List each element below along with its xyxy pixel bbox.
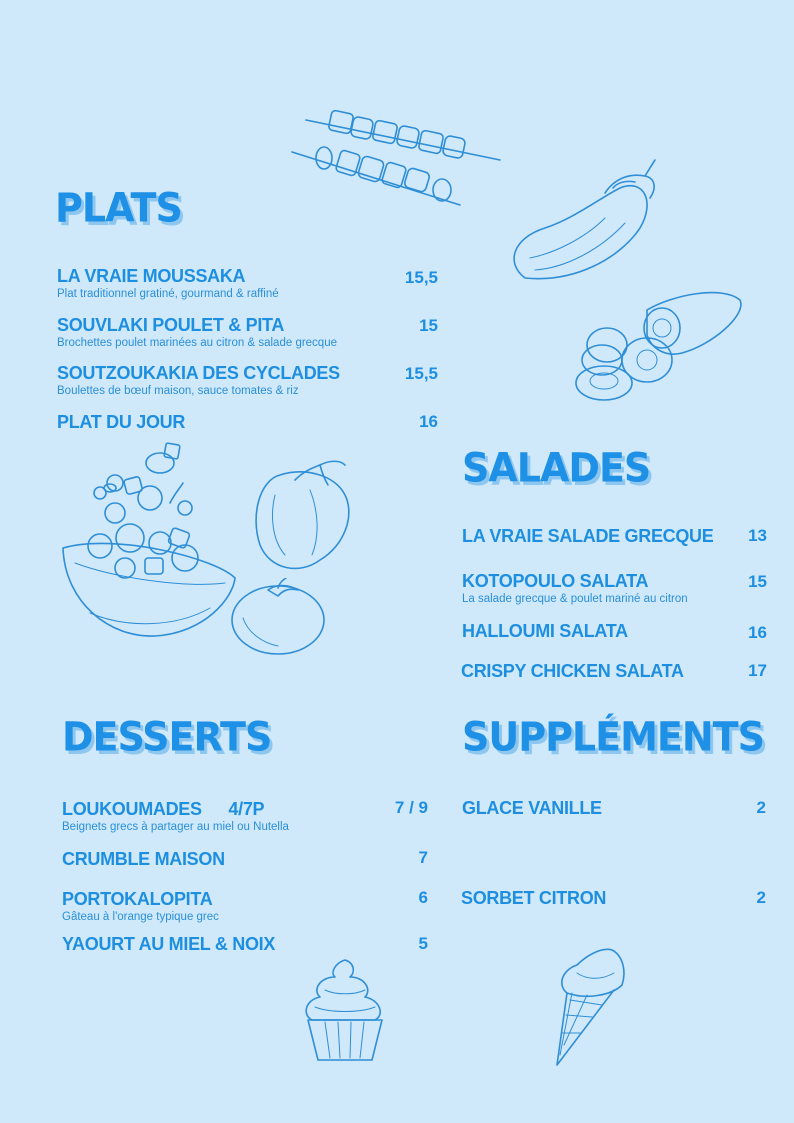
item-name: SORBET CITRON: [461, 888, 607, 908]
menu-item: [57, 363, 340, 397]
salades-title: SALADES: [462, 444, 651, 492]
item-description: Beignets grecs à partager au miel ou Nutella: [62, 821, 289, 833]
item-name: GLACE VANILLE: [462, 798, 602, 818]
menu-item: [462, 621, 628, 642]
menu-item: [462, 571, 688, 605]
item-name-text: LOUKOUMADES: [62, 799, 202, 819]
plats-title: PLATS: [55, 184, 182, 232]
item-name: [62, 799, 289, 820]
item-name: LA VRAIE MOUSSAKA: [57, 266, 246, 286]
item-name: SOUVLAKI POULET & PITA: [57, 315, 285, 335]
menu-item: [461, 661, 684, 682]
item-price: 2: [756, 888, 766, 907]
item-price: 17: [748, 661, 767, 680]
eggplant-illustration: [505, 158, 665, 293]
tomato-illustration: [228, 578, 348, 658]
desserts-title: DESSERTS: [62, 713, 272, 761]
menu-item: [62, 799, 289, 833]
item-price: 13: [748, 526, 767, 545]
item-description: Boulettes de bœuf maison, sauce tomates & riz: [57, 385, 299, 397]
menu-item: [57, 266, 279, 300]
item-price: 7 / 9: [394, 798, 428, 817]
item-price: 16: [748, 623, 767, 642]
supplements-title: SUPPLÉMENTS: [462, 713, 764, 761]
item-name: LA VRAIE SALADE GRECQUE: [462, 526, 714, 546]
item-price: 15: [748, 572, 767, 591]
item-price: 6: [418, 888, 428, 907]
item-name: HALLOUMI SALATA: [462, 621, 628, 641]
ice-cream-cone-illustration: [552, 945, 632, 1070]
item-name: CRUMBLE MAISON: [62, 849, 225, 869]
menu-item: [62, 934, 275, 955]
item-name: YAOURT AU MIEL & NOIX: [62, 934, 276, 954]
item-price: 2: [756, 798, 766, 817]
item-name: KOTOPOULO SALATA: [462, 571, 649, 591]
pepper-illustration: [250, 455, 360, 575]
menu-item: [57, 412, 185, 433]
item-price: 7: [418, 848, 428, 867]
item-name: PORTOKALOPITA: [62, 889, 213, 909]
item-description: Brochettes poulet marinées au citron & salade grecque: [57, 337, 337, 349]
item-price: 15,5: [404, 364, 438, 383]
portion-label: 4/7P: [228, 799, 265, 819]
item-price: 15: [419, 316, 438, 335]
menu-item: [57, 315, 337, 349]
item-price: 15,5: [404, 268, 438, 287]
item-description: La salade grecque & poulet mariné au citron: [462, 593, 688, 605]
item-price: 16: [419, 412, 438, 431]
salad-bowl-illustration: [55, 438, 245, 648]
menu-item: [62, 849, 225, 870]
item-name: CRISPY CHICKEN SALATA: [461, 661, 684, 681]
item-name: PLAT DU JOUR: [57, 412, 186, 432]
menu-item: [462, 526, 713, 547]
menu-item: [462, 798, 602, 819]
cupcake-illustration: [300, 955, 390, 1067]
menu-item: [461, 888, 606, 909]
item-price: 5: [418, 934, 428, 953]
skewers-illustration: [290, 100, 505, 215]
item-description: Plat traditionnel gratiné, gourmand & raffiné: [57, 288, 279, 300]
item-name: SOUTZOUKAKIA DES CYCLADES: [57, 363, 340, 383]
menu-item: [62, 889, 219, 923]
item-description: Gâteau à l'orange typique grec: [62, 911, 219, 923]
cucumber-illustration: [572, 285, 747, 410]
